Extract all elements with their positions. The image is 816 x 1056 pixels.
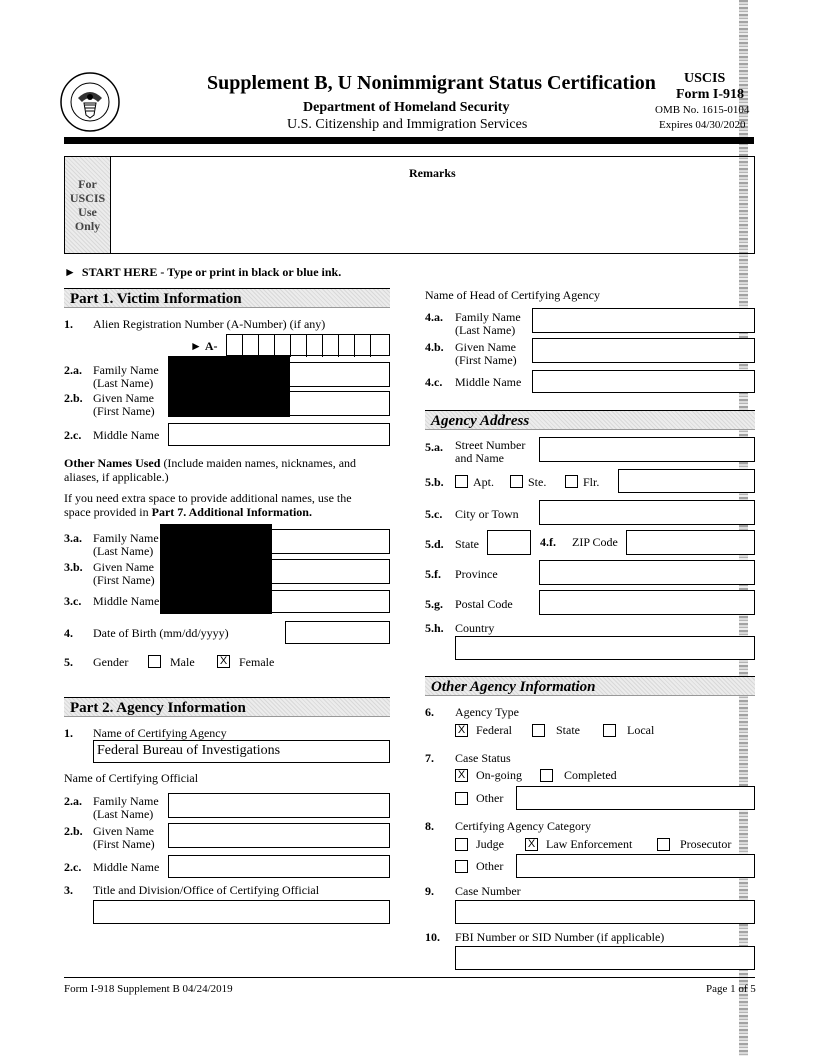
part1-q3a-number: 3.a. [64,531,82,545]
category-other-label: Other [476,859,504,873]
part2-q2b-number: 2.b. [64,824,83,838]
part2-q2a-number: 2.a. [64,794,82,808]
official-title-label: Title and Division/Office of Certifying Official [93,883,320,897]
city-label: City or Town [455,507,519,521]
q8-number: 8. [425,819,434,833]
apt-label: Apt. [473,475,494,489]
prosecutor-label: Prosecutor [680,837,732,851]
part2-q1-number: 1. [64,726,73,740]
header-rule [64,137,754,144]
expiration-date: Expires 04/30/2020 [659,119,746,131]
q4a-number: 4.a. [425,310,443,324]
certifying-agency-value: Federal Bureau of Investigations [97,743,281,758]
q5c-number: 5.c. [425,507,443,521]
extra-space-note-line2: space provided in Part 7. Additional Information. [64,505,312,519]
omb-number: OMB No. 1615-0104 [655,104,750,116]
arrow-right-icon: ► [64,265,76,279]
remarks-label: Remarks [409,166,456,180]
agency-name: U.S. Citizenship and Immigration Services [287,117,528,132]
federal-checkbox[interactable]: X [455,724,468,737]
gender-label: Gender [93,655,129,669]
uscis-label: USCIS [684,71,726,86]
footer-form-id: Form I-918 Supplement B 04/24/2019 [64,983,233,995]
q5f-number: 5.f. [425,567,441,581]
judge-checkbox[interactable] [455,838,468,851]
official-given-name-label: Given Name (First Name) [93,824,155,851]
part1-q4-number: 4. [64,626,73,640]
case-status-label: Case Status [455,751,511,765]
q10-number: 10. [425,930,440,944]
q7-number: 7. [425,751,434,765]
part1-q1-number: 1. [64,317,73,331]
head-of-agency-heading: Name of Head of Certifying Agency [425,288,600,302]
agency-address-header: Agency Address [425,410,755,430]
federal-label: Federal [476,723,512,737]
case-other-checkbox[interactable] [455,792,468,805]
part1-q3c-number: 3.c. [64,594,82,608]
judge-label: Judge [476,837,504,851]
unit-number-input[interactable] [618,469,755,493]
part1-q2b-number: 2.b. [64,391,83,405]
a-number-label: Alien Registration Number (A-Number) (if any) [93,317,326,331]
gender-female-checkbox[interactable]: X [217,655,230,668]
q5b-number: 5.b. [425,475,444,489]
zip-input[interactable] [626,530,755,555]
province-input[interactable] [539,560,755,585]
victim-family-name-label: Family Name (Last Name) [93,363,159,390]
footer-rule [64,977,755,978]
arrow-right-icon: ► [190,339,202,353]
extra-space-note: If you need extra space to provide additional names, use the [64,491,352,505]
gender-male-label: Male [170,655,195,669]
completed-checkbox[interactable] [540,769,553,782]
q5h-number: 5.h. [425,621,444,635]
agency-type-label: Agency Type [455,705,519,719]
city-input[interactable] [539,500,755,525]
law-enforcement-checkbox[interactable]: X [525,838,538,851]
category-other-checkbox[interactable] [455,860,468,873]
gender-female-label: Female [239,655,275,669]
redaction [168,390,290,417]
uscis-use-box [64,156,755,254]
province-label: Province [455,567,498,581]
start-here: ► START HERE - Type or print in black or blue ink. [64,265,342,279]
q4b-number: 4.b. [425,340,444,354]
other-middle-name-label: Middle Name [93,594,160,608]
dhs-seal [60,72,120,132]
head-middle-name-input[interactable] [532,370,755,393]
country-input[interactable] [455,636,755,660]
head-given-name-label: Given Name (First Name) [455,340,517,367]
case-other-input[interactable] [516,786,755,810]
part1-q2a-number: 2.a. [64,363,82,377]
category-other-input[interactable] [516,854,755,878]
flr-checkbox[interactable] [565,475,578,488]
official-middle-name-label: Middle Name [93,860,160,874]
case-number-label: Case Number [455,884,521,898]
part1-q3b-number: 3.b. [64,560,83,574]
case-other-label: Other [476,791,504,805]
form-title: Supplement B, U Nonimmigrant Status Certification [207,72,656,94]
part2-q2c-number: 2.c. [64,860,82,874]
postal-code-input[interactable] [539,590,755,615]
completed-label: Completed [564,768,617,782]
a-number-prefix: ► A- [190,339,218,353]
street-input[interactable] [539,437,755,462]
q6-number: 6. [425,705,434,719]
gender-male-checkbox[interactable] [148,655,161,668]
street-label: Street Number and Name [455,438,526,465]
case-number-input[interactable] [455,900,755,924]
official-given-name-input[interactable] [168,823,390,848]
footer-page-number: Page 1 of 5 [706,983,756,995]
ongoing-checkbox[interactable]: X [455,769,468,782]
other-given-name-label: Given Name (First Name) [93,560,155,587]
state-input[interactable] [487,530,531,555]
q4c-number: 4.c. [425,375,443,389]
date-of-birth-input[interactable] [285,621,390,644]
flr-label: Flr. [583,475,600,489]
head-family-name-input[interactable] [532,308,755,333]
head-given-name-input[interactable] [532,338,755,363]
official-family-name-label: Family Name (Last Name) [93,794,159,821]
part2-header: Part 2. Agency Information [64,697,390,717]
apt-checkbox[interactable] [455,475,468,488]
department-name: Department of Homeland Security [303,100,510,115]
official-title-input[interactable] [93,900,390,924]
zip-label: ZIP Code [572,535,618,549]
ste-checkbox[interactable] [510,475,523,488]
victim-middle-name-label: Middle Name [93,428,160,442]
certifying-official-heading: Name of Certifying Official [64,771,199,785]
q5d-number: 5.d. [425,537,444,551]
fbi-number-input[interactable] [455,946,755,970]
fbi-number-label: FBI Number or SID Number (if applicable) [455,930,665,944]
date-of-birth-label: Date of Birth (mm/dd/yyyy) [93,626,229,640]
part2-q3-number: 3. [64,883,73,897]
part1-q5-number: 5. [64,655,73,669]
head-middle-name-label: Middle Name [455,375,522,389]
part1-header: Part 1. Victim Information [64,288,390,308]
postal-code-label: Postal Code [455,597,513,611]
state-type-checkbox[interactable] [532,724,545,737]
prosecutor-checkbox[interactable] [657,838,670,851]
other-names-heading: Other Names Used (Include maiden names, nicknames, and [64,456,357,470]
law-enforcement-label: Law Enforcement [546,837,633,851]
q9-number: 9. [425,884,434,898]
local-checkbox[interactable] [603,724,616,737]
certifying-agency-label: Name of Certifying Agency [93,726,227,740]
local-label: Local [627,723,655,737]
a-number-input[interactable] [226,334,390,356]
form-number: Form I-918 [676,87,745,102]
victim-given-name-label: Given Name (First Name) [93,391,155,418]
uscis-use-label: For USCIS Use Only [69,177,106,233]
part1-q2c-number: 2.c. [64,428,82,442]
official-middle-name-input[interactable] [168,855,390,878]
other-agency-info-header: Other Agency Information [425,676,755,696]
state-type-label: State [556,723,580,737]
q4f-number: 4.f. [540,535,556,549]
q5g-number: 5.g. [425,597,443,611]
ste-label: Ste. [528,475,547,489]
state-label: State [455,537,479,551]
redaction [160,524,272,614]
country-label: Country [455,621,495,635]
victim-middle-name-input[interactable] [168,423,390,446]
head-family-name-label: Family Name (Last Name) [455,310,521,337]
ongoing-label: On-going [476,768,522,782]
official-family-name-input[interactable] [168,793,390,818]
other-family-name-label: Family Name (Last Name) [93,531,159,558]
agency-category-label: Certifying Agency Category [455,819,591,833]
certifying-agency-input[interactable] [93,740,390,763]
other-names-heading-line2: aliases, if applicable.) [64,470,169,484]
q5a-number: 5.a. [425,440,443,454]
